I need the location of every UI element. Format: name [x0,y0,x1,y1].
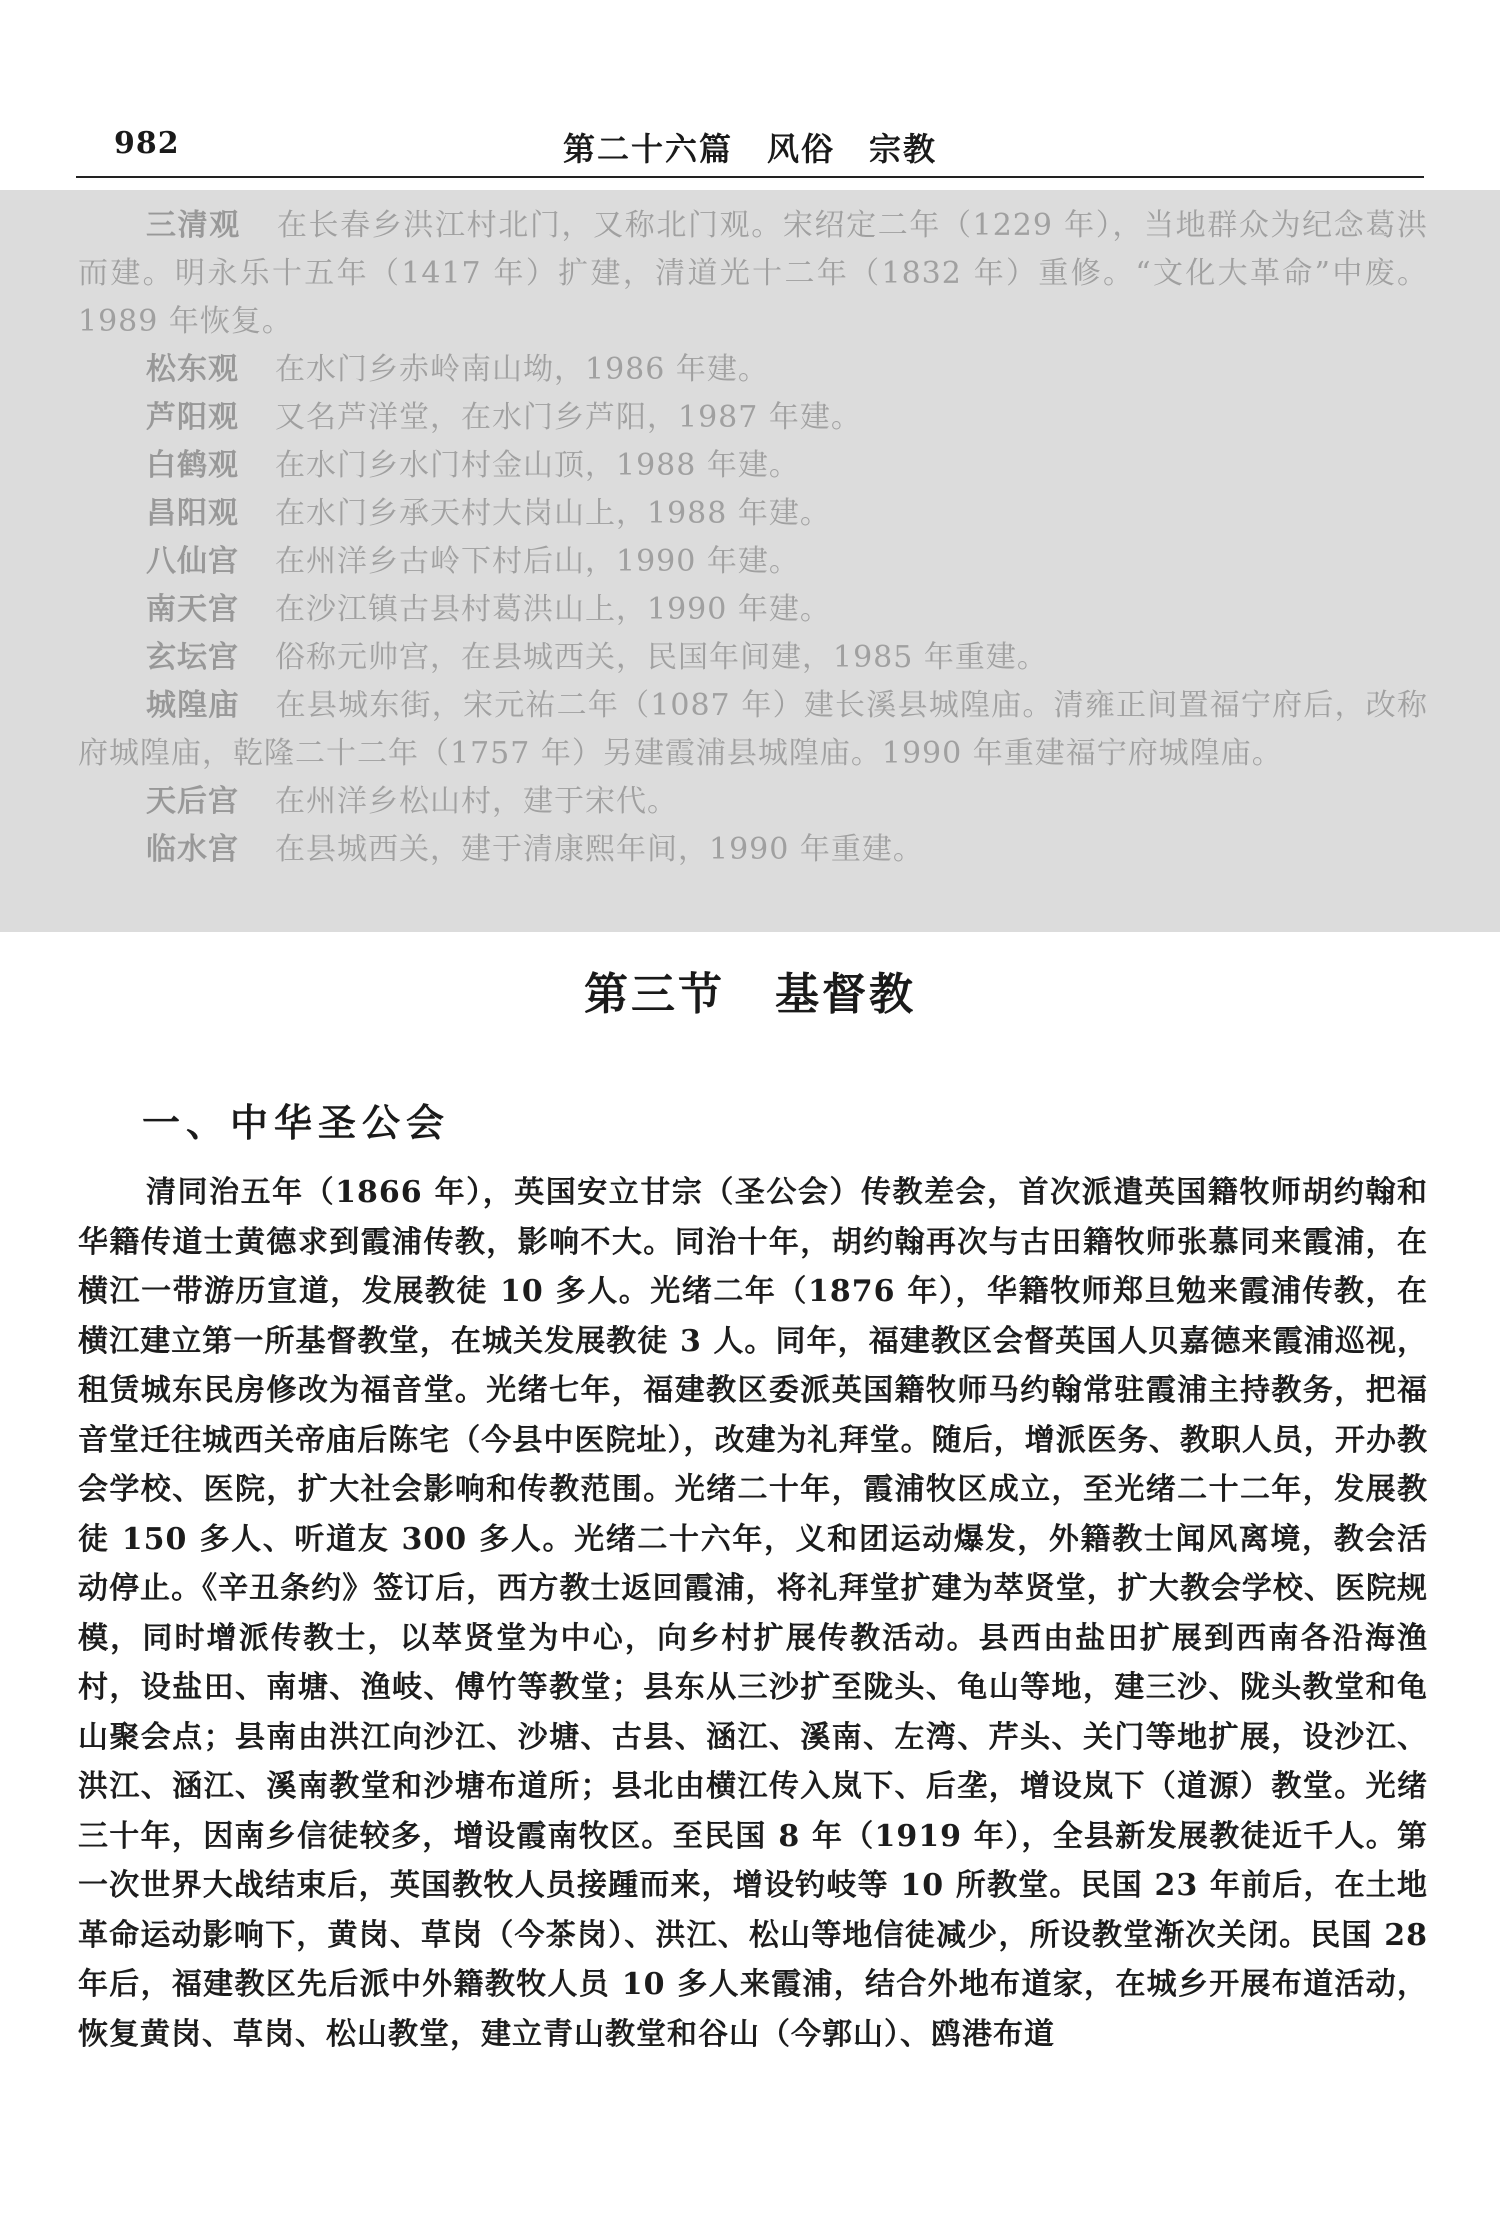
temple-description: 在县城东街，宋元祐二年（1087 年）建长溪县城隍庙。清雍正间置福宁府后，改称府城隍庙，乾隆二十二年（1757 年）另建霞浦县城隍庙。1990 年重建福宁府城隍庙。 [78,688,1429,771]
body-paragraph: 清同治五年（1866 年），英国安立甘宗（圣公会）传教差会，首次派遣英国籍牧师胡约翰和华籍传道士黄德求到霞浦传教，影响不大。同治十年，胡约翰再次与古田籍牧师张慕同来霞浦，在横江一带游历宣道，发展教徒 10 多人。光绪二年（1876 年），华籍牧师郑旦勉来霞浦传教，在横江建立第一所基督教堂，在城关发展教徒 3 人。同年，福建教区会督英国人贝嘉德来霞浦巡视，租赁城东民房修改为福音堂。光绪七年，福建教区委派英国籍牧师马约翰常驻霞浦主持教务，把福音堂迁往城西关帝庙后陈宅（今县中医院址），改建为礼拜堂。随后，增派医务、教职人员，开办教会学校、医院，扩大社会影响和传教范围。光绪二十年，霞浦牧区成立，至光绪二十二年，发展教徒 150 多人、听道友 300 多人。光绪二十六年，义和团运动爆发，外籍教士闻风离境，教会活动停止。《辛丑条约》签订后，西方教士返回霞浦，将礼拜堂扩建为萃贤堂，扩大教会学校、医院规模，同时增派传教士，以萃贤堂为中心，向乡村扩展传教活动。县西由盐田扩展到西南各沿海渔村，设盐田、南塘、渔岐、傅竹等教堂；县东从三沙扩至陇头、龟山等地，建三沙、陇头教堂和龟山聚会点；县南由洪江向沙江、沙塘、古县、涵江、溪南、左湾、芹头、关门等地扩展，设沙江、洪江、涵江、溪南教堂和沙塘布道所；县北由横江传入岚下、后垄，增设岚下（道源）教堂。光绪三十年，因南乡信徒较多，增设霞南牧区。至民国 8 年（1919 年），全县新发展教徒近千人。第一次世界大战结束后，英国教牧人员接踵而来，增设钓岐等 10 所教堂。民国 23 年前后，在土地革命运动影响下，黄岗、草岗（今茶岗）、洪江、松山等地信徒减少，所设教堂渐次关闭。民国 28 年后，福建教区先后派中外籍教牧人员 10 多人来霞浦，结合外地布道家，在城乡开展布道活动，恢复黄岗、草岗、松山教堂，建立青山教堂和谷山（今郭山）、鸥港布道 [78,1175,1428,2052]
section-name: 基督教 [775,969,916,1020]
section-number: 第三节 [584,969,725,1020]
temple-name: 天后宫 [146,784,239,819]
temple-description: 在水门乡承天村大岗山上，1988 年建。 [275,496,831,531]
temple-description: 在水门乡水门村金山顶，1988 年建。 [275,448,800,483]
temple-name: 白鹤观 [146,448,239,483]
page-header [0,0,1500,180]
temple-name: 三清观 [146,208,241,243]
temple-list [78,202,1428,874]
temple-description: 在沙江镇古县村葛洪山上，1990 年建。 [275,592,831,627]
temple-name: 昌阳观 [146,496,239,531]
section-title [0,958,1500,1022]
header-rule [76,176,1424,178]
running-title: 第二十六篇 风俗 宗教 [562,130,937,168]
temple-entry [78,682,1428,778]
temple-description: 在水门乡赤岭南山坳，1986 年建。 [275,352,769,387]
temple-description: 在州洋乡古岭下村后山，1990 年建。 [275,544,800,579]
temple-entry [78,442,1428,490]
temple-description: 在长春乡洪江村北门，又称北门观。宋绍定二年（1229 年），当地群众为纪念葛洪而建。明永乐十五年（1417 年）扩建，清道光十二年（1832 年）重修。“文化大革命”中废。1989 年恢复。 [78,208,1428,339]
temple-name: 芦阳观 [146,400,239,435]
temple-name: 松东观 [146,352,239,387]
temple-description: 又名芦洋堂，在水门乡芦阳，1987 年建。 [275,400,862,435]
temple-entry [78,202,1428,346]
temple-entry [78,490,1428,538]
subsection-title: 一、中华圣公会 [142,1100,451,1145]
temple-entry [78,346,1428,394]
temple-description: 在州洋乡松山村，建于宋代。 [275,784,678,819]
temple-description: 俗称元帅宫，在县城西关，民国年间建，1985 年重建。 [275,640,1048,675]
temple-name: 八仙宫 [146,544,239,579]
temple-name: 城隍庙 [146,688,240,723]
page-number: 982 [114,126,180,161]
temple-name: 南天宫 [146,592,239,627]
temple-description: 在县城西关，建于清康熙年间，1990 年重建。 [275,832,924,867]
temple-entry [78,538,1428,586]
temple-entry [78,586,1428,634]
temple-name: 玄坛宫 [146,640,239,675]
temple-entry [78,826,1428,874]
temple-entry [78,394,1428,442]
temple-name: 临水宫 [146,832,239,867]
temple-entry [78,634,1428,682]
temple-entry [78,778,1428,826]
